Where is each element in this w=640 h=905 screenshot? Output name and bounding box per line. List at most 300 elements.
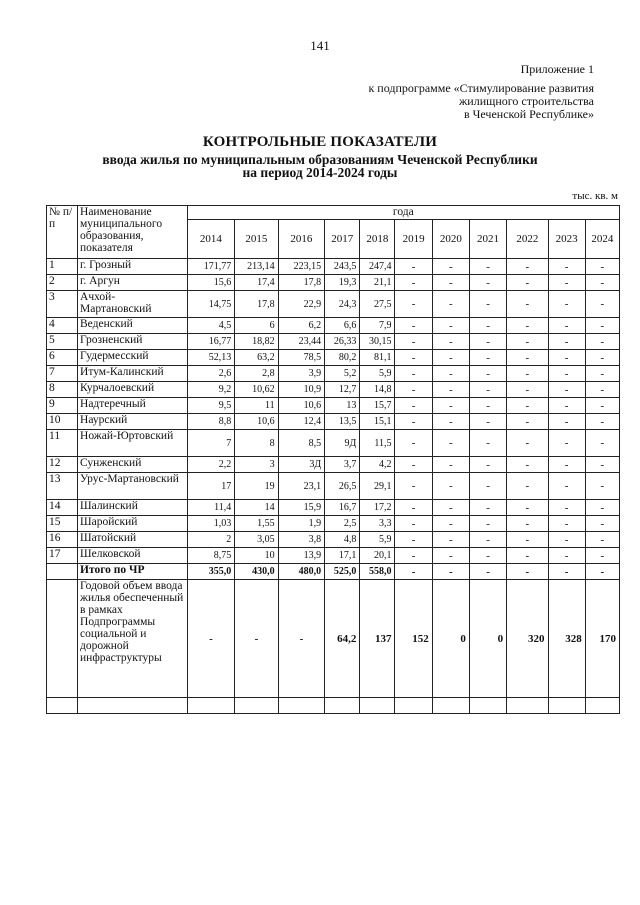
row-name: г. Аргун: [78, 275, 188, 291]
header-name: Наименование муниципального образования, показателя: [78, 206, 188, 259]
row-value: -: [507, 398, 548, 414]
empty-cell: [360, 698, 395, 714]
row-value: 9Д: [325, 430, 360, 457]
row-value: -: [507, 334, 548, 350]
row-value: 0: [469, 580, 506, 698]
row-value: -: [395, 414, 432, 430]
row-value: -: [469, 334, 506, 350]
row-value: -: [548, 430, 585, 457]
row-value: -: [395, 457, 432, 473]
row-value: -: [548, 350, 585, 366]
row-number: 8: [47, 382, 78, 398]
row-value: -: [235, 580, 278, 698]
empty-cell: [548, 698, 585, 714]
row-value: 15,9: [278, 500, 325, 516]
row-value: -: [469, 516, 506, 532]
row-value: 9,5: [187, 398, 235, 414]
row-value: 14: [235, 500, 278, 516]
row-value: -: [395, 532, 432, 548]
row-number: 11: [47, 430, 78, 457]
row-value: -: [548, 382, 585, 398]
row-name: Годовой объем ввода жилья обеспеченный в рамках Подпрограммы социальной и дорожной инфраструктуры: [78, 580, 188, 698]
row-value: 27,5: [360, 291, 395, 318]
table-row: [47, 430, 620, 457]
table-row: [47, 580, 620, 698]
row-value: -: [507, 414, 548, 430]
row-value: -: [432, 430, 469, 457]
empty-cell: [278, 698, 325, 714]
row-name: Курчалоевский: [78, 382, 188, 398]
row-value: -: [585, 564, 619, 580]
row-value: -: [432, 259, 469, 275]
row-value: -: [548, 516, 585, 532]
row-value: 3Д: [278, 457, 325, 473]
row-value: 13,9: [278, 548, 325, 564]
row-value: 1,55: [235, 516, 278, 532]
row-number: 6: [47, 350, 78, 366]
row-value: 3,05: [235, 532, 278, 548]
row-value: -: [585, 318, 619, 334]
row-value: 63,2: [235, 350, 278, 366]
row-value: 10: [235, 548, 278, 564]
row-value: 26,5: [325, 473, 360, 500]
row-value: -: [585, 500, 619, 516]
row-value: -: [507, 350, 548, 366]
row-name: Надтеречный: [78, 398, 188, 414]
header-year: 2023: [548, 220, 585, 259]
row-name: Урус-Мартановский: [78, 473, 188, 500]
row-value: 10,62: [235, 382, 278, 398]
row-value: -: [432, 382, 469, 398]
table-row: [47, 350, 620, 366]
empty-cell: [235, 698, 278, 714]
row-number: 14: [47, 500, 78, 516]
row-value: 4,8: [325, 532, 360, 548]
row-value: 247,4: [360, 259, 395, 275]
row-name: Шелковской: [78, 548, 188, 564]
row-value: -: [469, 259, 506, 275]
row-value: -: [469, 366, 506, 382]
row-value: -: [585, 532, 619, 548]
row-name: г. Грозный: [78, 259, 188, 275]
row-value: -: [187, 580, 235, 698]
empty-cell: [469, 698, 506, 714]
row-value: -: [585, 398, 619, 414]
row-value: -: [469, 275, 506, 291]
header-year: 2020: [432, 220, 469, 259]
row-value: -: [395, 382, 432, 398]
header-year: 2024: [585, 220, 619, 259]
row-value: -: [395, 366, 432, 382]
row-value: 480,0: [278, 564, 325, 580]
row-value: -: [469, 473, 506, 500]
row-value: 23,44: [278, 334, 325, 350]
row-value: 12,4: [278, 414, 325, 430]
row-value: -: [548, 473, 585, 500]
row-value: -: [469, 457, 506, 473]
row-name: Ножай-Юртовский: [78, 430, 188, 457]
row-value: 3: [235, 457, 278, 473]
indicators-table: [46, 205, 620, 714]
row-value: -: [395, 291, 432, 318]
row-name: Шаройский: [78, 516, 188, 532]
subtitle-line: ввода жилья по муниципальным образованиям Чеченской Республики: [102, 152, 538, 167]
table-row: [47, 318, 620, 334]
row-value: -: [507, 366, 548, 382]
row-value: 2,2: [187, 457, 235, 473]
row-value: 17: [187, 473, 235, 500]
table-row: [47, 275, 620, 291]
table-row: [47, 457, 620, 473]
row-number: 2: [47, 275, 78, 291]
row-value: 3,8: [278, 532, 325, 548]
row-value: -: [507, 457, 548, 473]
row-value: -: [469, 430, 506, 457]
row-value: -: [432, 516, 469, 532]
row-value: -: [585, 366, 619, 382]
row-number: 1: [47, 259, 78, 275]
row-value: 430,0: [235, 564, 278, 580]
row-value: -: [432, 414, 469, 430]
row-value: 13,5: [325, 414, 360, 430]
header-years: годa: [187, 206, 619, 220]
table-row: [47, 564, 620, 580]
row-value: -: [507, 564, 548, 580]
row-value: -: [585, 350, 619, 366]
row-value: 5,9: [360, 532, 395, 548]
row-value: 24,3: [325, 291, 360, 318]
row-value: -: [548, 291, 585, 318]
row-value: -: [548, 398, 585, 414]
row-value: 223,15: [278, 259, 325, 275]
row-value: 8,8: [187, 414, 235, 430]
row-value: -: [432, 334, 469, 350]
row-value: -: [432, 291, 469, 318]
document-title: КОНТРОЛЬНЫЕ ПОКАЗАТЕЛИ: [202, 134, 438, 150]
row-value: -: [507, 516, 548, 532]
row-value: 11,5: [360, 430, 395, 457]
row-value: 5,2: [325, 366, 360, 382]
row-value: 13: [325, 398, 360, 414]
row-value: 3,3: [360, 516, 395, 532]
empty-cell: [395, 698, 432, 714]
row-value: -: [548, 259, 585, 275]
row-value: 8: [235, 430, 278, 457]
header-year: 2017: [325, 220, 360, 259]
empty-cell: [585, 698, 619, 714]
row-value: -: [395, 318, 432, 334]
row-number: 9: [47, 398, 78, 414]
row-value: -: [432, 275, 469, 291]
row-value: -: [395, 350, 432, 366]
table-row: [47, 473, 620, 500]
row-value: -: [548, 366, 585, 382]
row-value: -: [548, 500, 585, 516]
row-number: 17: [47, 548, 78, 564]
row-value: 52,13: [187, 350, 235, 366]
row-value: 29,1: [360, 473, 395, 500]
row-value: 8,5: [278, 430, 325, 457]
row-value: -: [395, 334, 432, 350]
row-value: 7: [187, 430, 235, 457]
empty-cell: [325, 698, 360, 714]
row-name: Шалинский: [78, 500, 188, 516]
row-value: 8,75: [187, 548, 235, 564]
row-value: 3,9: [278, 366, 325, 382]
row-name: Веденский: [78, 318, 188, 334]
subprogram-reference: [368, 82, 594, 121]
row-value: 12,7: [325, 382, 360, 398]
row-value: 0: [432, 580, 469, 698]
row-name: Гудермесский: [78, 350, 188, 366]
row-value: 10,6: [235, 414, 278, 430]
row-value: 14,8: [360, 382, 395, 398]
row-value: -: [432, 366, 469, 382]
row-value: 2,6: [187, 366, 235, 382]
table-row: [47, 398, 620, 414]
row-value: -: [585, 259, 619, 275]
row-value: -: [469, 564, 506, 580]
row-value: 152: [395, 580, 432, 698]
empty-cell: [47, 698, 78, 714]
row-value: -: [432, 457, 469, 473]
row-value: 16,77: [187, 334, 235, 350]
row-value: 23,1: [278, 473, 325, 500]
row-value: 1,9: [278, 516, 325, 532]
row-value: 558,0: [360, 564, 395, 580]
row-value: -: [278, 580, 325, 698]
row-value: 9,2: [187, 382, 235, 398]
row-value: -: [395, 430, 432, 457]
row-value: -: [432, 398, 469, 414]
row-value: -: [432, 532, 469, 548]
row-value: 171,77: [187, 259, 235, 275]
subprogram-line: к подпрограмме «Стимулирование развития: [368, 81, 594, 95]
row-value: 355,0: [187, 564, 235, 580]
page-number: 141: [310, 38, 330, 53]
empty-cell: [432, 698, 469, 714]
row-value: -: [585, 473, 619, 500]
row-value: 213,14: [235, 259, 278, 275]
row-value: -: [585, 334, 619, 350]
empty-cell: [507, 698, 548, 714]
row-value: 17,8: [278, 275, 325, 291]
subtitle-line: на период 2014-2024 годы: [242, 165, 398, 180]
row-number: 3: [47, 291, 78, 318]
row-value: -: [395, 548, 432, 564]
row-name: Итум-Калинский: [78, 366, 188, 382]
row-value: -: [395, 275, 432, 291]
row-value: -: [469, 291, 506, 318]
row-value: -: [548, 318, 585, 334]
row-value: 16,7: [325, 500, 360, 516]
row-value: 17,8: [235, 291, 278, 318]
row-value: -: [469, 532, 506, 548]
appendix-label: Приложение 1: [520, 62, 594, 76]
row-value: 64,2: [325, 580, 360, 698]
row-value: 2,8: [235, 366, 278, 382]
row-value: -: [395, 500, 432, 516]
row-value: -: [548, 564, 585, 580]
row-number: 4: [47, 318, 78, 334]
row-value: -: [507, 275, 548, 291]
row-value: 17,2: [360, 500, 395, 516]
row-value: 328: [548, 580, 585, 698]
row-value: 6,2: [278, 318, 325, 334]
row-value: 80,2: [325, 350, 360, 366]
row-value: -: [507, 291, 548, 318]
row-name: Итого по ЧР: [78, 564, 188, 580]
row-value: -: [585, 382, 619, 398]
row-value: 6,6: [325, 318, 360, 334]
header-year: 2015: [235, 220, 278, 259]
row-value: 15,6: [187, 275, 235, 291]
row-value: -: [507, 430, 548, 457]
row-value: 525,0: [325, 564, 360, 580]
table-row: [47, 259, 620, 275]
table-row: [47, 414, 620, 430]
row-value: 20,1: [360, 548, 395, 564]
row-value: -: [548, 532, 585, 548]
table-row: [47, 548, 620, 564]
row-value: -: [585, 457, 619, 473]
row-value: -: [507, 500, 548, 516]
header-year: 2019: [395, 220, 432, 259]
row-value: -: [432, 564, 469, 580]
table-row: [47, 382, 620, 398]
row-value: 19: [235, 473, 278, 500]
row-value: -: [469, 382, 506, 398]
row-value: 4,2: [360, 457, 395, 473]
row-name: Шатойский: [78, 532, 188, 548]
row-number: 13: [47, 473, 78, 500]
row-number: [47, 564, 78, 580]
subprogram-line: жилищного строительства: [459, 94, 594, 108]
row-number: 5: [47, 334, 78, 350]
row-value: -: [548, 275, 585, 291]
header-year: 2018: [360, 220, 395, 259]
row-value: 26,33: [325, 334, 360, 350]
row-value: 6: [235, 318, 278, 334]
row-value: -: [395, 259, 432, 275]
row-value: -: [585, 414, 619, 430]
row-value: 7,9: [360, 318, 395, 334]
row-value: 15,7: [360, 398, 395, 414]
row-value: 3,7: [325, 457, 360, 473]
row-value: -: [469, 500, 506, 516]
row-value: -: [585, 516, 619, 532]
row-value: -: [507, 548, 548, 564]
header-year: 2022: [507, 220, 548, 259]
row-value: -: [432, 318, 469, 334]
row-value: 2,5: [325, 516, 360, 532]
row-value: 15,1: [360, 414, 395, 430]
row-value: -: [585, 548, 619, 564]
row-value: -: [432, 500, 469, 516]
row-value: 17,4: [235, 275, 278, 291]
row-number: 12: [47, 457, 78, 473]
row-value: 4,5: [187, 318, 235, 334]
row-number: [47, 580, 78, 698]
row-value: -: [548, 457, 585, 473]
empty-cell: [78, 698, 188, 714]
row-number: 16: [47, 532, 78, 548]
row-value: 17,1: [325, 548, 360, 564]
header-year: 2014: [187, 220, 235, 259]
header-number: № п/п: [47, 206, 78, 259]
row-value: 137: [360, 580, 395, 698]
row-value: 21,1: [360, 275, 395, 291]
row-value: 10,6: [278, 398, 325, 414]
empty-cell: [187, 698, 235, 714]
row-value: -: [585, 430, 619, 457]
document-subtitle: [0, 153, 640, 179]
row-name: Ачхой-Мартановский: [78, 291, 188, 318]
row-value: -: [507, 473, 548, 500]
row-value: -: [395, 516, 432, 532]
row-value: -: [548, 414, 585, 430]
row-value: 5,9: [360, 366, 395, 382]
header-year: 2016: [278, 220, 325, 259]
row-value: -: [395, 473, 432, 500]
empty-row: [47, 698, 620, 714]
row-value: 19,3: [325, 275, 360, 291]
row-value: -: [585, 291, 619, 318]
row-value: 10,9: [278, 382, 325, 398]
row-name: Грозненский: [78, 334, 188, 350]
row-name: Сунженский: [78, 457, 188, 473]
row-value: -: [469, 548, 506, 564]
row-value: -: [585, 275, 619, 291]
subprogram-line: в Чеченской Республике»: [463, 107, 594, 121]
row-value: -: [507, 532, 548, 548]
table-row: [47, 291, 620, 318]
table-row: [47, 366, 620, 382]
row-value: -: [395, 398, 432, 414]
table-row: [47, 334, 620, 350]
row-value: 320: [507, 580, 548, 698]
row-value: 18,82: [235, 334, 278, 350]
row-value: -: [432, 350, 469, 366]
row-number: 10: [47, 414, 78, 430]
row-value: -: [469, 398, 506, 414]
row-number: 15: [47, 516, 78, 532]
row-value: -: [548, 334, 585, 350]
header-year: 2021: [469, 220, 506, 259]
row-value: -: [469, 350, 506, 366]
units-label: тыс. кв. м: [572, 190, 618, 202]
row-value: -: [507, 259, 548, 275]
row-value: -: [469, 414, 506, 430]
row-value: -: [507, 318, 548, 334]
row-value: 243,5: [325, 259, 360, 275]
table-row: [47, 516, 620, 532]
row-value: -: [432, 473, 469, 500]
row-value: 11: [235, 398, 278, 414]
row-value: -: [507, 382, 548, 398]
row-value: 2: [187, 532, 235, 548]
row-value: 22,9: [278, 291, 325, 318]
row-value: 11,4: [187, 500, 235, 516]
table-row: [47, 532, 620, 548]
row-value: 30,15: [360, 334, 395, 350]
row-value: 78,5: [278, 350, 325, 366]
row-value: -: [469, 318, 506, 334]
row-value: 14,75: [187, 291, 235, 318]
row-name: Наурский: [78, 414, 188, 430]
row-value: 81,1: [360, 350, 395, 366]
row-value: -: [432, 548, 469, 564]
